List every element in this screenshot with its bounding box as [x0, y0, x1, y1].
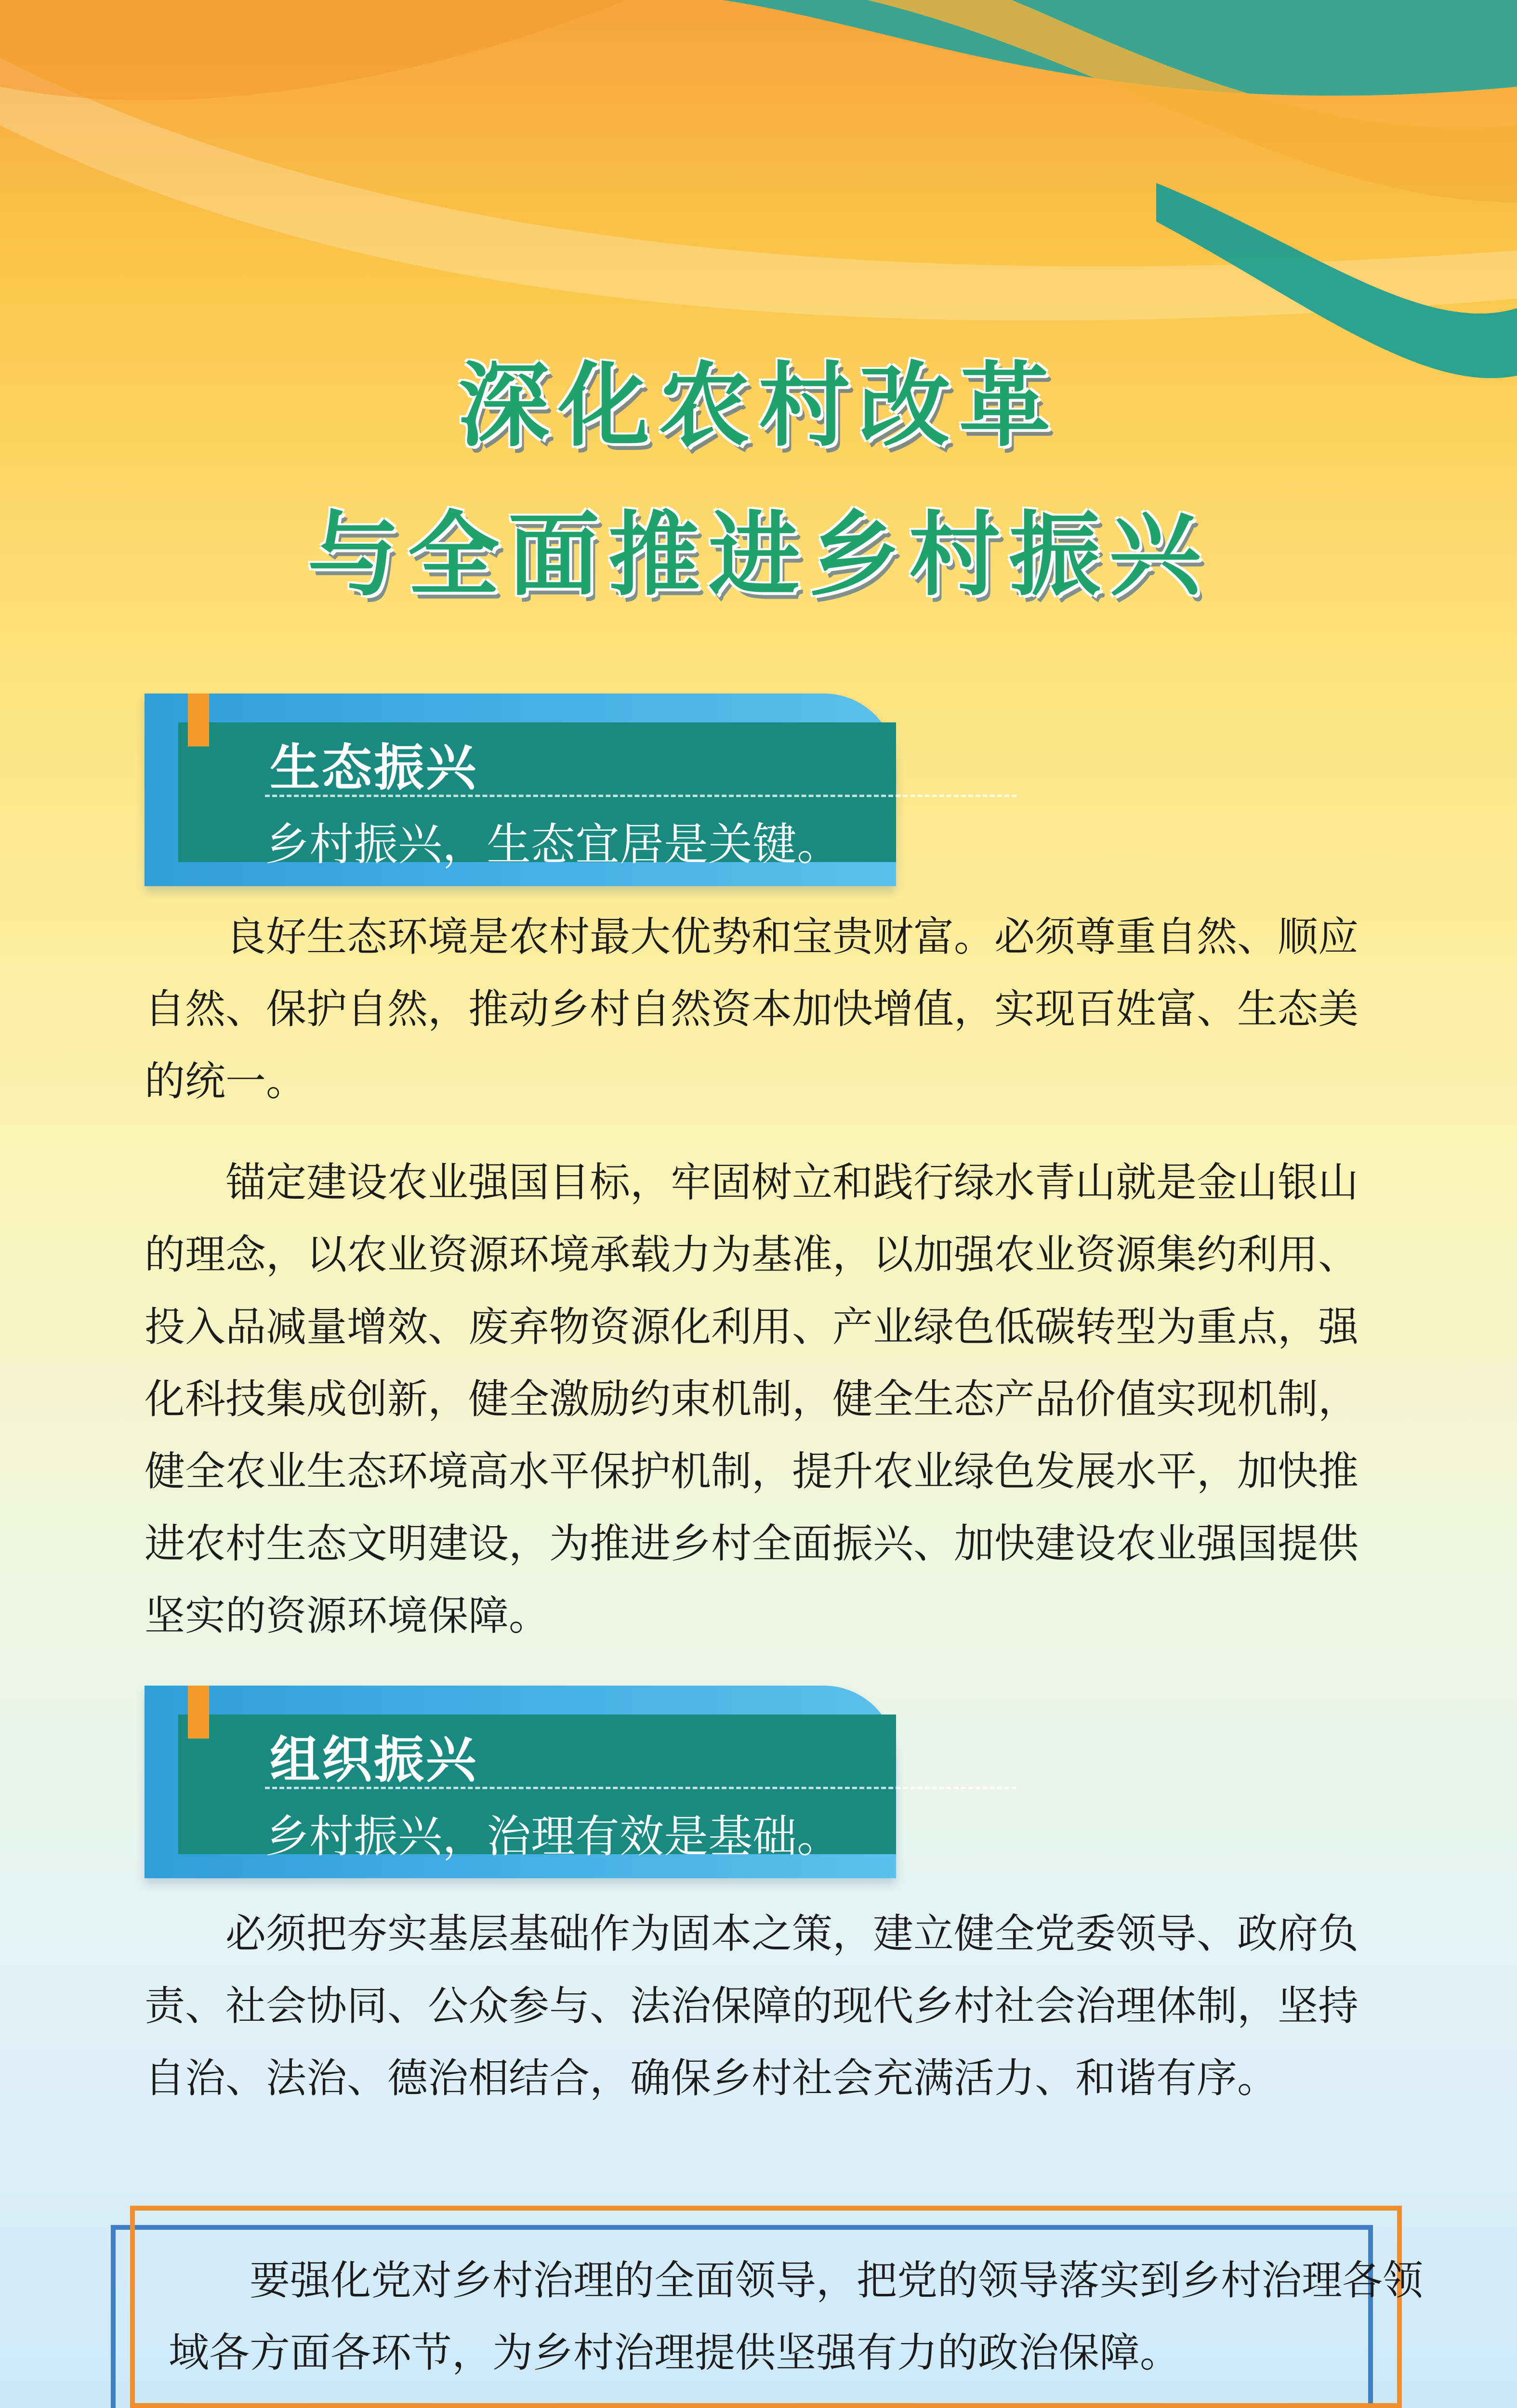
dashed-divider — [265, 1787, 1016, 1789]
section-heading: 组织振兴 — [270, 1730, 478, 1789]
body-paragraph: 锚定建设农业强国目标，牢固树立和践行绿水青山就是金山银山的理念，以农业资源环境承载力为基准，以加强农业资源集约利用、投入品减量增效、废弃物资源化利用、产业绿色低碳转型为重点，强化科技集成创新，健全激励约束机制，健全生态产品价值实现机制，健全农业生态环境高水平保护机制，提升农业绿色发展水平，加快推进农村生态文明建设，为推进乡村全面振兴、加快建设农业强国提供坚实的资源环境保障。 — [145, 1159, 1359, 1639]
box-text: 要强化党对乡村治理的全面领导，把党的领导落实到乡村治理各领域各方面各环节，为乡村治理提供坚强有力的政治保障。 — [169, 2257, 1424, 2376]
orange-bookmark-marker — [188, 694, 209, 746]
orange-bookmark-marker — [188, 1686, 209, 1739]
section-header-ecology — [145, 694, 896, 886]
body-paragraph: 良好生态环境是农村最大优势和宝贵财富。必须尊重自然、顺应自然、保护自然，推动乡村自然资本加快增值，实现百姓富、生态美的统一。 — [145, 913, 1359, 1105]
body-paragraph: 必须把夯实基层基础作为固本之策，建立健全党委领导、政府负责、社会协同、公众参与、法治保障的现代乡村社会治理体制，坚持自治、法治、德治相结合，确保乡村社会充满活力、和谐有序。 — [145, 1910, 1359, 2102]
section-subheading: 乡村振兴，治理有效是基础。 — [265, 1811, 842, 1862]
section-heading: 生态振兴 — [270, 738, 478, 797]
highlight-box — [111, 2206, 1424, 2408]
poster-title-line-1: 深化农村改革 — [458, 353, 1059, 459]
section-header-organization — [145, 1686, 896, 1878]
dashed-divider — [265, 795, 1016, 797]
section-subheading: 乡村振兴，生态宜居是关键。 — [265, 819, 842, 870]
poster-title-line-2: 与全面推进乡村振兴 — [307, 502, 1210, 608]
